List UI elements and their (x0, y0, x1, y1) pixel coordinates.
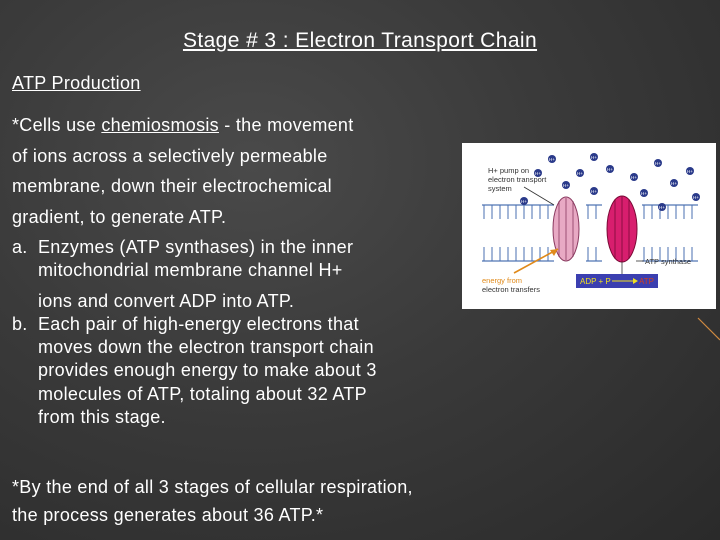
hydrogen-ion-label: H+ (535, 170, 541, 176)
intro-line-4: gradient, to generate ATP. (12, 206, 227, 227)
corner-accent-line (692, 300, 720, 360)
intro-line-2: of ions across a selectively permeable (12, 145, 328, 166)
list-item-b (12, 313, 482, 429)
closing-statement (12, 473, 532, 529)
etc-diagram (462, 143, 716, 309)
intro-suffix: - the movement (218, 115, 354, 135)
hydrogen-ions (520, 153, 700, 211)
closing-line-2: the process generates about 36 ATP.* (12, 505, 324, 525)
slide-title: Stage # 3 : Electron Transport Chain (182, 29, 538, 52)
intro-line-1 (12, 110, 462, 141)
point-list (12, 236, 482, 429)
list-item-line: Enzymes (ATP synthases) in the inner (38, 237, 354, 257)
hydrogen-ion-label: H+ (591, 154, 597, 160)
list-item-line: mitochondrial membrane channel H+ (38, 260, 343, 281)
hydrogen-ion-label: H+ (577, 170, 583, 176)
hydrogen-ion-label: H+ (563, 182, 569, 188)
intro-prefix: *Cells use (12, 115, 102, 135)
hydrogen-ion-label: H+ (641, 190, 647, 196)
adp-label: ADP + P (580, 277, 611, 286)
intro-paragraph (12, 110, 462, 232)
atp-label: ATP (639, 277, 654, 286)
hydrogen-ion-label: H+ (655, 160, 661, 166)
energy-label-2: electron transfers (482, 285, 540, 294)
hydrogen-ion-label: H+ (659, 204, 665, 210)
list-item-line: provides enough energy to make about 3 (38, 360, 377, 381)
pump-label-2: electron transport (488, 175, 547, 184)
hydrogen-ion-label: H+ (671, 180, 677, 186)
intro-line-3: membrane, down their electrochemical (12, 176, 332, 196)
list-item-a (12, 236, 482, 313)
hydrogen-ion-label: H+ (693, 194, 699, 200)
closing-line-1: *By the end of all 3 stages of cellular respiration, (12, 477, 413, 497)
list-item-line: Each pair of high-energy electrons that (38, 313, 359, 334)
section-subheading: ATP Production (12, 73, 141, 93)
membrane (482, 205, 698, 261)
hydrogen-ion-label: H+ (687, 168, 693, 174)
synthase-label: ATP synthase (645, 257, 691, 266)
pump-label: H+ pump on (488, 166, 530, 175)
hydrogen-ion-label: H+ (591, 188, 597, 194)
list-item-line: from this stage. (38, 407, 166, 428)
hydrogen-ion-label: H+ (631, 174, 637, 180)
pump-label-3: system (488, 184, 512, 193)
list-item-line: molecules of ATP, totaling about 32 ATP (38, 383, 367, 404)
hydrogen-ion-label: H+ (549, 156, 555, 162)
list-item-line: ions and convert ADP into ATP. (38, 290, 295, 311)
list-item-line: moves down the electron transport chain (38, 337, 374, 358)
etc-diagram-svg (462, 143, 716, 309)
list-item-label: a. (12, 237, 28, 257)
energy-label: energy from (482, 276, 523, 285)
list-item-label: b. (12, 313, 28, 334)
hydrogen-ion-label: H+ (521, 198, 527, 204)
hydrogen-ion-label: H+ (607, 166, 613, 172)
chemiosmosis-term: chemiosmosis (101, 115, 219, 135)
